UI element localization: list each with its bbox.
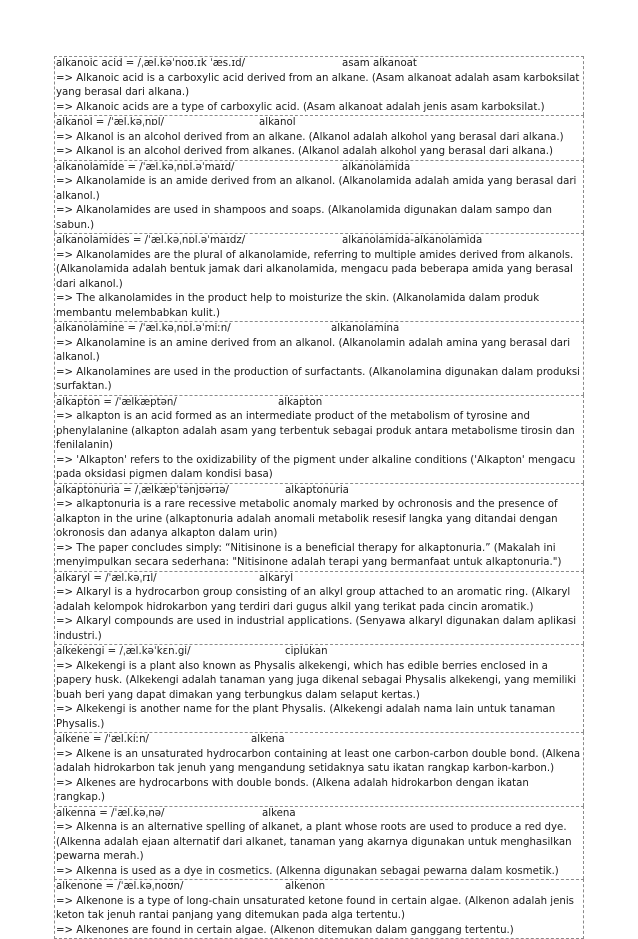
entry-header <box>55 880 583 895</box>
example-sentence: => Alkekengi is another name for the plant Physalis. (Alkekengi adalah nama lain untuk tanaman Physalis.) <box>56 704 556 730</box>
example-sentence: => Alkanol is an alcohol derived from alkanes. (Alkanol adalah alkohol yang berasal dari alkana.) <box>56 146 554 157</box>
entry-term: alkanol = /ˈæl.kəˌnɒl/ <box>56 117 165 128</box>
entry-examples <box>55 175 583 233</box>
example-sentence: => Alkanolamides are the plural of alkanolamide, referring to multiple amides derived from alkanols. (Alkanolamida adalah bentuk jamak dari alkanolamida, mengacu pada beberapa amida yang berasal dari alkanol.) <box>56 249 574 290</box>
example-sentence: => Alkanolamides are used in shampoos and soaps. (Alkanolamida digunakan dalam sampo dan sabun.) <box>56 205 552 231</box>
glossary-entry <box>54 321 584 395</box>
example-sentence: => alkaptonuria is a rare recessive metabolic anomaly marked by ochronosis and the presence of alkapton in the urine (alkaptonuria adalah anomali metabolik resesif langka yang ditandai dengan okronosis dan adanya alkapton dalam urin) <box>56 499 558 539</box>
example-sentence: => Alkenna is used as a dye in cosmetics. (Alkenna digunakan sebagai pewarna dalam kosmetik.) <box>56 865 559 877</box>
entry-examples <box>55 586 583 644</box>
entry-examples <box>55 821 583 879</box>
entry-examples <box>55 660 583 733</box>
entry-translation: ciplukan <box>285 646 328 657</box>
entry-translation: alkaptonuria <box>285 484 349 496</box>
example-sentence: => The alkanolamides in the product help to moisturize the skin. (Alkanolamida dalam produk membantu melembabkan kulit.) <box>56 293 540 319</box>
example-sentence: => 'Alkapton' refers to the oxidizability of the pigment under alkaline conditions ('Alkapton' mengacu pada oksidasi pigmen dalam kondisi basa) <box>56 454 576 480</box>
example-sentence: => Alkanol is an alcohol derived from an alkane. (Alkanol adalah alkohol yang berasal dari alkana.) <box>56 131 564 143</box>
entry-examples <box>55 410 583 483</box>
example-sentence: => Alkaryl is a hydrocarbon group consisting of an alkyl group attached to an aromatic ring. (Alkaryl adalah kelompok hidrokarbon yang terdiri dari gugus alkil yang terikat pada cincin aromatik.) <box>56 587 571 613</box>
entry-translation: alkanolamida-alkanolamida <box>342 235 483 246</box>
entry-header <box>55 161 583 176</box>
example-sentence: => Alkanolamine is an amine derived from an alkanol. (Alkanolamin adalah amina yang berasal dari alkanol.) <box>56 337 571 363</box>
entry-term: alkenone = /ˈæl.kəˌnoʊn/ <box>56 881 184 892</box>
entry-examples <box>55 895 583 939</box>
entry-examples <box>55 249 583 322</box>
entry-term: alkanoic acid = /ˌæl.kəˈnoʊ.ɪk ˈæs.ɪd/ <box>56 58 246 69</box>
example-sentence: => Alkanoic acid is a carboxylic acid derived from an alkane. (Asam alkanoat adalah asam karboksilat yang berasal dari alkana.) <box>56 72 580 98</box>
entry-translation: alkena <box>251 734 285 745</box>
glossary-entry <box>54 395 584 483</box>
entry-header <box>55 396 583 411</box>
entry-term: alkekengi = /ˌæl.kəˈkɛn.gi/ <box>56 646 191 657</box>
entry-header <box>55 807 583 822</box>
entry-examples <box>55 72 583 116</box>
example-sentence: => The paper concludes simply: “Nitisinone is a beneficial therapy for alkaptonuria.” (Makalah ini menyimpulkan secara sederhana: "Nitisinone adalah terapi yang bermanfaat untuk alkaptonuria.") <box>56 542 562 568</box>
entry-term: alkaryl = /ˈæl.kəˌrɪl/ <box>56 572 157 584</box>
entry-header <box>55 572 583 587</box>
entry-header <box>55 484 583 499</box>
glossary-sheet <box>54 56 584 939</box>
glossary-entry <box>54 483 584 571</box>
entry-header <box>55 234 583 249</box>
entry-term: alkapton = /ˈælkæptən/ <box>56 396 177 408</box>
entry-translation: alkena <box>262 807 296 819</box>
glossary-entry <box>54 160 584 234</box>
entry-term: alkaptonuria = /ˌælkæpˈtənjʊərɪə/ <box>56 484 229 496</box>
entry-term: alkanolamine = /ˈæl.kəˌnɒl.əˈmiːn/ <box>56 323 231 334</box>
example-sentence: => Alkenone is a type of long-chain unsaturated ketone found in certain algae. (Alkenon adalah jenis keton tak jenuh rantai panjang yang ditemukan pada alga tertentu.) <box>56 895 574 921</box>
example-sentence: => Alkenes are hydrocarbons with double bonds. (Alkena adalah hidrokarbon dengan ikatan rangkap.) <box>56 777 529 803</box>
glossary-entry <box>54 56 584 115</box>
example-sentence: => Alkenna is an alternative spelling of alkanet, a plant whose roots are used to produce a red dye. (Alkenna adalah ejaan alternatif dari alkanet, tanaman yang akarnya digunakan untuk menghasilkan pewarna merah.) <box>56 822 572 862</box>
entry-header <box>55 645 583 660</box>
glossary-entry <box>54 806 584 880</box>
entry-translation: asam alkanoat <box>342 58 417 69</box>
entry-term: alkenna = /ˈæl.kəˌnə/ <box>56 807 165 819</box>
glossary-entry <box>54 644 584 732</box>
entry-translation: alkanolamida <box>342 161 411 173</box>
entry-translation: alkapton <box>278 396 323 408</box>
entry-examples <box>55 337 583 395</box>
example-sentence: => Alkene is an unsaturated hydrocarbon containing at least one carbon-carbon double bond. (Alkena adalah hidrokarbon tak jenuh yang mengandung setidaknya satu ikatan rangkap karbon-karbon.) <box>56 748 581 774</box>
entry-header <box>55 57 583 72</box>
example-sentence: => Alkenones are found in certain algae. (Alkenon ditemukan dalam ganggang tertentu.) <box>56 924 514 936</box>
entry-translation: alkenon <box>285 881 326 892</box>
entry-translation: alkanol <box>259 117 296 128</box>
entry-translation: alkaryl <box>259 572 294 584</box>
example-sentence: => alkapton is an acid formed as an intermediate product of the metabolism of tyrosine and phenylalanine (alkapton adalah asam yang terbentuk sebagai produk antara metabolisme tirosin dan fenilalanin) <box>56 411 575 451</box>
entry-translation: alkanolamina <box>331 323 400 334</box>
example-sentence: => Alkanolamines are used in the production of surfactants. (Alkanolamina digunakan dalam produksi surfaktan.) <box>56 366 580 392</box>
entry-header <box>55 733 583 748</box>
glossary-entry <box>54 879 584 939</box>
entry-term: alkanolamide = /ˈæl.kəˌnɒl.əˈmaɪd/ <box>56 161 235 173</box>
glossary-entry <box>54 115 584 160</box>
entry-header <box>55 116 583 131</box>
example-sentence: => Alkanoic acids are a type of carboxylic acid. (Asam alkanoat adalah jenis asam karboksilat.) <box>56 101 545 113</box>
entry-examples <box>55 498 583 571</box>
glossary-entry <box>54 233 584 321</box>
example-sentence: => Alkaryl compounds are used in industrial applications. (Senyawa alkaryl digunakan dalam aplikasi industri.) <box>56 616 577 642</box>
entry-term: alkene = /ˈæl.kiːn/ <box>56 734 149 745</box>
example-sentence: => Alkekengi is a plant also known as Physalis alkekengi, which has edible berries enclosed in a papery husk. (Alkekengi adalah tanaman yang juga dikenal sebagai Physalis alkekengi, yang memiliki buah beri yang dapat dimakan yang terbungkus dalam selaput kertas.) <box>56 660 577 701</box>
entry-examples <box>55 748 583 806</box>
glossary-entry <box>54 732 584 806</box>
example-sentence: => Alkanolamide is an amide derived from an alkanol. (Alkanolamida adalah amida yang berasal dari alkanol.) <box>56 176 577 202</box>
entry-examples <box>55 131 583 160</box>
glossary-entry <box>54 571 584 645</box>
entry-header <box>55 322 583 337</box>
entry-term: alkanolamides = /ˈæl.kəˌnɒl.əˈmaɪdz/ <box>56 235 246 246</box>
